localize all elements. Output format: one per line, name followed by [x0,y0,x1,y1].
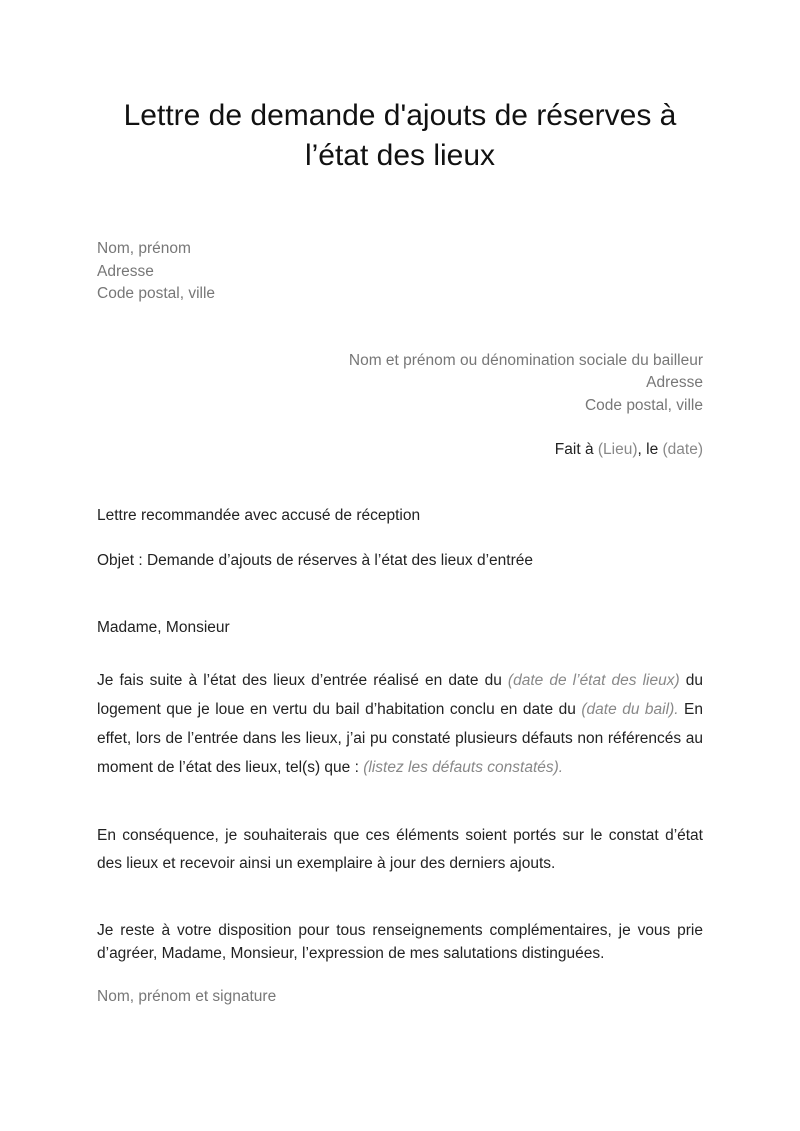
subject-line: Objet : Demande d’ajouts de réserves à l’état des lieux d’entrée [97,552,533,569]
lease-date-placeholder: (date du bail). [581,701,679,718]
body-paragraph-1 [97,666,703,782]
place-date-middle: , le [637,441,663,458]
recipient-city: Code postal, ville [584,396,703,414]
sender-name: Nom, prénom [97,240,191,257]
title-line-1: Lettre de demande d'ajouts de réserves à [123,99,677,132]
paragraph1-text-2: du logement que je loue en vertu du bail d’habitation conclu en date du [97,672,703,718]
sender-block [97,238,215,306]
place-date-prefix: Fait à [554,441,598,458]
recipient-name: Nom et prénom ou dénomination sociale du bailleur [348,352,703,369]
recipient-address: Adresse [646,374,703,392]
place-date-line [555,439,703,461]
body-paragraph-3: Je reste à votre disposition pour tous renseignements complémentaires, je vous prie d’agréer, Madame, Monsieur, l’expression de mes salutations distinguées. [97,922,703,962]
mail-type: Lettre recommandée avec accusé de réception [97,507,421,524]
greeting: Madame, Monsieur [97,619,230,636]
inspection-date-placeholder: (date de l’état des lieux) [507,672,680,689]
signature-placeholder: Nom, prénom et signature [97,988,277,1005]
defects-placeholder: (listez les défauts constatés). [363,759,564,776]
body-paragraph-2: En conséquence, je souhaiterais que ces éléments soient portés sur le constat d’état des lieux et recevoir ainsi un exemplaire à jour des derniers ajouts. [97,827,703,872]
paragraph1-text-1: Je fais suite à l’état des lieux d’entrée réalisé en date du [97,672,508,689]
sender-city: Code postal, ville [97,285,216,303]
date-placeholder: (date) [662,441,703,458]
document-title [97,96,703,176]
title-line-2: l’état des lieux [304,139,496,172]
recipient-block [349,350,703,417]
paragraph1-text-3: En effet, lors de l’entrée dans les lieux, j’ai pu constaté plusieurs défauts non référencés au moment de l’état des lieux, tel(s) que : [97,701,704,776]
sender-address: Adresse [97,262,154,280]
place-placeholder: (Lieu) [597,441,638,458]
